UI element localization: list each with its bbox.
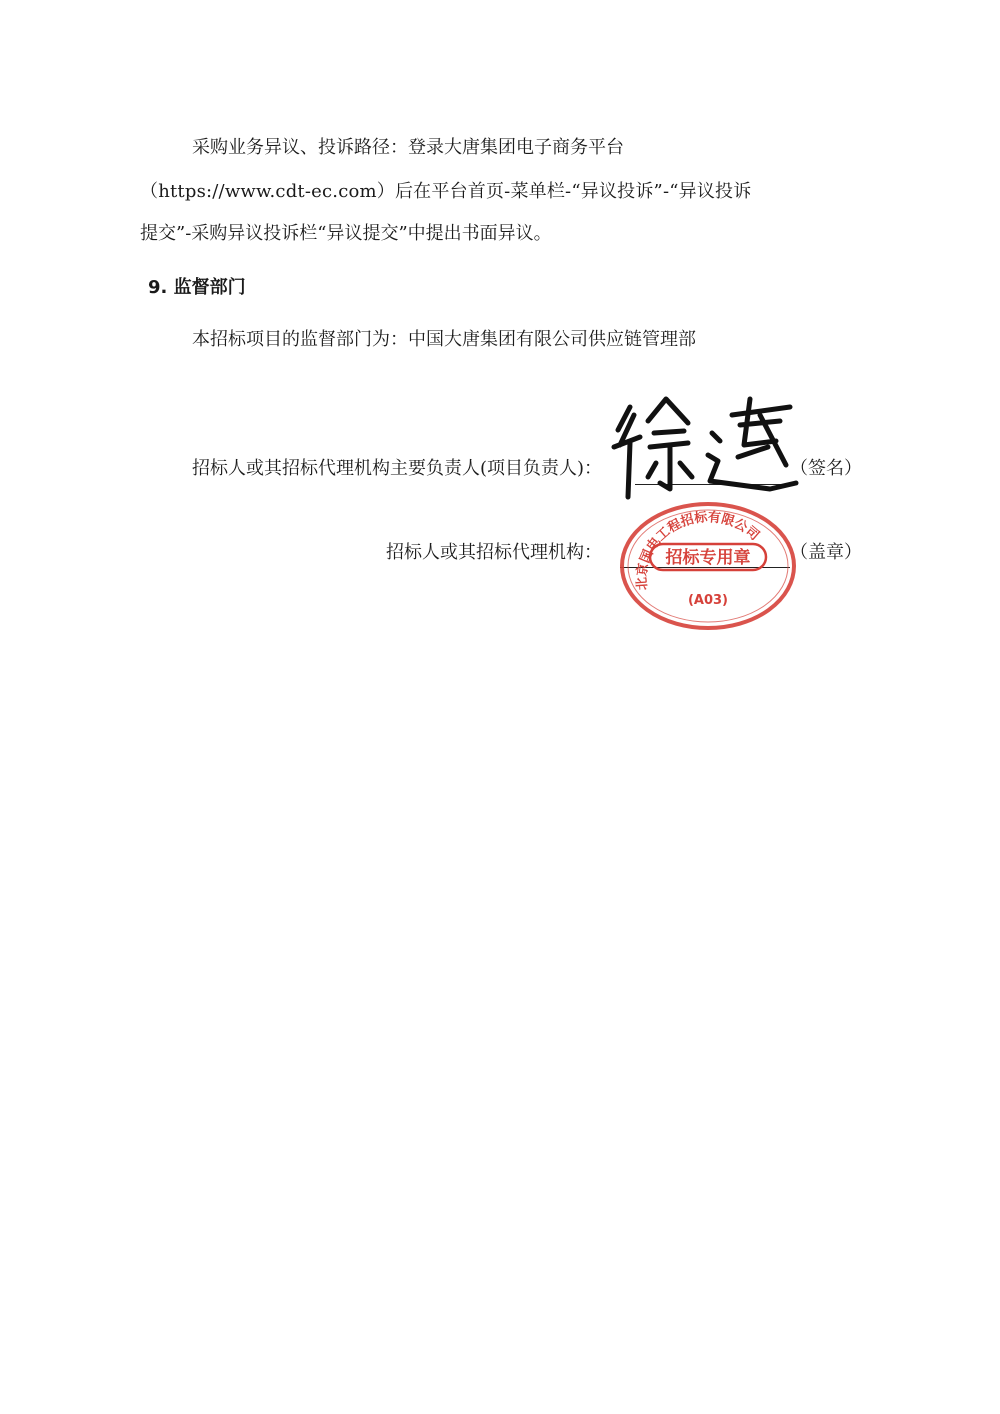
complaint-path-line-2: （https://www.cdt-ec.com）后在平台首页-菜单栏-“异议投诉”-“异议投诉 (140, 181, 752, 202)
seal-ring-text: 北京国电工程招标有限公司 (634, 510, 762, 591)
seal-center-text: 招标专用章 (665, 548, 751, 568)
signer-label: 招标人或其招标代理机构主要负责人(项目负责人)： (192, 458, 603, 479)
seal-code: (A03) (687, 593, 729, 608)
agency-label: 招标人或其招标代理机构： (386, 542, 602, 563)
complaint-path-line-1: 采购业务异议、投诉路径：登录大唐集团电子商务平台 (192, 137, 624, 158)
official-seal (618, 498, 798, 630)
section-9-body: 本招标项目的监督部门为：中国大唐集团有限公司供应链管理部 (192, 329, 696, 350)
signature-suffix: （签名） (790, 458, 862, 479)
handwritten-signature (600, 385, 815, 505)
section-9-heading: 9. 监督部门 (148, 277, 246, 298)
seal-suffix: （盖章） (790, 542, 862, 563)
complaint-path-line-3: 提交”-采购异议投诉栏“异议提交”中提出书面异议。 (140, 223, 552, 244)
